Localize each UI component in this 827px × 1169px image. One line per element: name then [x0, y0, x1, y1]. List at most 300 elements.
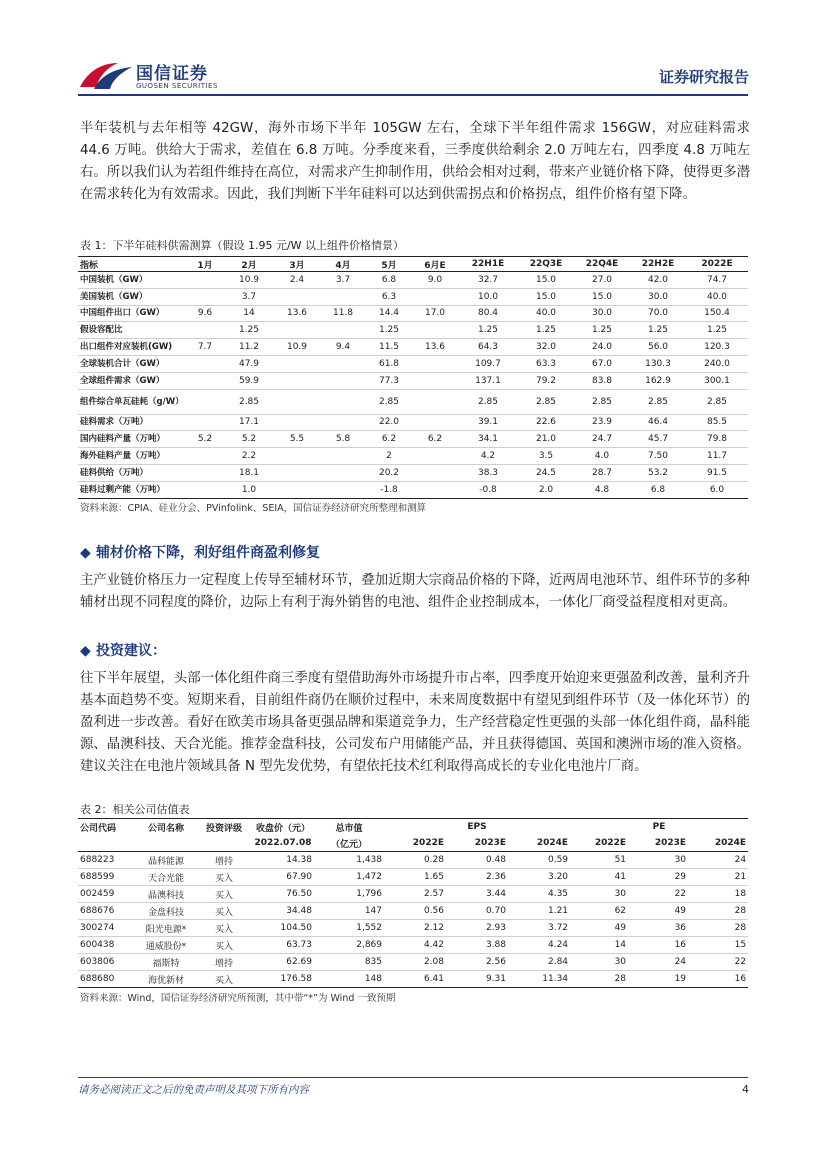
table2-header-row-top	[78, 819, 748, 836]
eps-2022e: 6.41	[384, 971, 446, 988]
table-cell	[412, 414, 458, 431]
table-row	[78, 414, 748, 431]
report-type-label: 证券研究报告	[658, 68, 749, 86]
pe-2023e: 19	[628, 971, 688, 988]
section-heading-text: 投资建议：	[96, 643, 166, 659]
table-cell	[320, 481, 366, 498]
rating: 增持	[196, 954, 252, 971]
table-cell	[412, 464, 458, 481]
table-cell: 11.8	[320, 305, 366, 322]
page-header	[0, 0, 827, 100]
eps-2023e: 2.56	[446, 954, 508, 971]
eps-2022e: 0.56	[384, 903, 446, 920]
pe-2023e: 22	[628, 886, 688, 903]
table-cell: 6.2	[366, 431, 412, 448]
table-cell: 4.0	[574, 448, 630, 465]
table-cell: 11.7	[686, 448, 748, 465]
eps-2022e: 4.42	[384, 937, 446, 954]
row-label: 硅料供给（万吨）	[78, 464, 186, 481]
table-cell	[412, 481, 458, 498]
table-cell: 2.4	[274, 272, 320, 289]
table-cell: 4.2	[458, 448, 518, 465]
table-cell: 34.1	[458, 431, 518, 448]
eps-2022e: 0.28	[384, 852, 446, 869]
table-cell	[186, 481, 224, 498]
row-label: 假设容配比	[78, 322, 186, 339]
col-rating-header: 投资评级	[196, 819, 252, 836]
table2-caption: 表 2：相关公司估值表	[80, 803, 190, 816]
table-cell: 4.8	[574, 481, 630, 498]
table-cell: 18.1	[224, 464, 274, 481]
market-cap: 147	[314, 903, 384, 920]
table-row	[78, 954, 748, 971]
table-cell: 6.0	[686, 481, 748, 498]
table-row	[78, 481, 748, 498]
row-label: 全球装机合计（GW）	[78, 355, 186, 372]
company-code: 603806	[78, 954, 136, 971]
pe-2022e: 30	[570, 886, 628, 903]
table-cell: 300.1	[686, 372, 748, 389]
investment-paragraph: 往下半年展望，头部一体化组件商三季度有望借助海外市场提升市占率，四季度开始迎来更强盈利改善，量利齐升基本面趋势不变。短期来看，目前组件商仍在顺价过程中，未来周度数据中有望见到组件环节（及一体化环节）的盈利进一步改善。看好在欧美市场具备更强品牌和渠道竞争力，生产经营稳定性更强的头部一体化组件商，晶科能源、晶澳科技、天合光能。推荐金盘科技，公司发布户用储能产品，并且获得德国、英国和澳洲市场的准入资格。建议关注在电池片领域具备 N 型先发优势，有望依托技术红利取得高成长的专业化电池片厂商。	[80, 671, 750, 774]
table-cell: 42.0	[630, 272, 686, 289]
table-cell: 21.0	[518, 431, 574, 448]
table-cell: 120.3	[686, 339, 748, 356]
close-price: 62.69	[252, 954, 314, 971]
table-cell: 24.5	[518, 464, 574, 481]
table-cell	[274, 288, 320, 305]
col-code-header: 公司代码	[78, 819, 136, 836]
table-cell: 3.5	[518, 448, 574, 465]
table-cell	[274, 389, 320, 414]
table1-col-header: 2022E	[686, 257, 748, 272]
pe-2022e: 30	[570, 954, 628, 971]
table-cell	[186, 288, 224, 305]
table-cell: 2.85	[574, 389, 630, 414]
table1-col-header: 1月	[186, 257, 224, 272]
rating: 买入	[196, 971, 252, 988]
table-cell: -0.8	[458, 481, 518, 498]
table-cell	[186, 272, 224, 289]
close-price: 34.48	[252, 903, 314, 920]
company-name: 晶科能源	[136, 852, 196, 869]
pe-2024e: 18	[688, 886, 748, 903]
table-row	[78, 339, 748, 356]
table-cell: 80.4	[458, 305, 518, 322]
year-header: 2022E	[384, 835, 446, 852]
table-cell: 2.85	[224, 389, 274, 414]
eps-2024e: 11.34	[508, 971, 570, 988]
company-name: 福斯特	[136, 954, 196, 971]
market-cap: 1,552	[314, 920, 384, 937]
table-cell: 137.1	[458, 372, 518, 389]
eps-2024e: 4.35	[508, 886, 570, 903]
eps-2024e: 4.24	[508, 937, 570, 954]
table-row	[78, 886, 748, 903]
table-cell: -1.8	[366, 481, 412, 498]
table-cell: 2.85	[366, 389, 412, 414]
eps-2023e: 0.48	[446, 852, 508, 869]
table-cell: 109.7	[458, 355, 518, 372]
table-cell: 130.3	[630, 355, 686, 372]
table-cell	[320, 372, 366, 389]
table-cell	[186, 389, 224, 414]
close-price: 76.50	[252, 886, 314, 903]
pe-2024e: 22	[688, 954, 748, 971]
section-heading-materials	[80, 542, 320, 562]
table-cell: 10.9	[274, 339, 320, 356]
table1-col-header: 4月	[320, 257, 366, 272]
table-cell: 40.0	[686, 288, 748, 305]
table-cell: 32.0	[518, 339, 574, 356]
pe-2022e: 14	[570, 937, 628, 954]
table-cell: 1.25	[518, 322, 574, 339]
row-label: 中国组件出口（GW）	[78, 305, 186, 322]
price-date-header: 2022.07.08	[252, 835, 314, 852]
table-row	[78, 389, 748, 414]
logo-text-en: GUOSEN SECURITIES	[136, 82, 218, 90]
table-cell: 70.0	[630, 305, 686, 322]
table-cell: 32.7	[458, 272, 518, 289]
rating: 买入	[196, 937, 252, 954]
table-cell	[412, 448, 458, 465]
table-row	[78, 372, 748, 389]
table-cell: 1.25	[574, 322, 630, 339]
table-cell	[412, 322, 458, 339]
table-cell: 56.0	[630, 339, 686, 356]
rating: 增持	[196, 852, 252, 869]
table-cell	[320, 448, 366, 465]
company-name: 通威股份*	[136, 937, 196, 954]
market-cap: 1,472	[314, 869, 384, 886]
table1-col-header: 5月	[366, 257, 412, 272]
table-cell	[320, 322, 366, 339]
eps-2024e: 3.20	[508, 869, 570, 886]
table-cell: 46.4	[630, 414, 686, 431]
table-cell: 91.5	[686, 464, 748, 481]
table-cell	[320, 464, 366, 481]
company-name: 天合光能	[136, 869, 196, 886]
table-cell: 2.85	[686, 389, 748, 414]
silicon-supply-demand-table	[78, 256, 748, 499]
table-cell: 14.4	[366, 305, 412, 322]
company-logo	[78, 57, 238, 97]
table-cell	[186, 414, 224, 431]
table-cell: 7.7	[186, 339, 224, 356]
col-pe-header: PE	[570, 819, 748, 836]
table1-col-header: 22Q4E	[574, 257, 630, 272]
footer-divider	[78, 1077, 748, 1078]
table-cell: 17.0	[412, 305, 458, 322]
table-cell	[320, 355, 366, 372]
table-cell: 30.0	[574, 305, 630, 322]
table-cell: 162.9	[630, 372, 686, 389]
mktcap-unit-header: （亿元）	[314, 835, 384, 852]
table-cell: 9.6	[186, 305, 224, 322]
table-cell: 9.0	[412, 272, 458, 289]
pe-2023e: 36	[628, 920, 688, 937]
table-cell	[320, 389, 366, 414]
table-cell: 77.3	[366, 372, 412, 389]
table-cell: 6.8	[630, 481, 686, 498]
table1-col-header: 3月	[274, 257, 320, 272]
table-row	[78, 852, 748, 869]
pe-2024e: 21	[688, 869, 748, 886]
market-cap: 1,438	[314, 852, 384, 869]
logo-mark-icon	[78, 57, 134, 93]
eps-2022e: 2.08	[384, 954, 446, 971]
eps-2023e: 2.36	[446, 869, 508, 886]
eps-2023e: 0.70	[446, 903, 508, 920]
section-heading-text: 辅材价格下降，利好组件商盈利修复	[96, 545, 320, 561]
table2-source: 资料来源：Wind，国信证券经济研究所预测，其中带“*”为 Wind 一致预期	[80, 993, 396, 1004]
company-code: 688599	[78, 869, 136, 886]
table1-col-header: 22H2E	[630, 257, 686, 272]
table-cell: 85.5	[686, 414, 748, 431]
close-price: 104.50	[252, 920, 314, 937]
table-row	[78, 448, 748, 465]
page-number: 4	[742, 1083, 749, 1096]
table-cell: 5.8	[320, 431, 366, 448]
col-eps-header: EPS	[384, 819, 570, 836]
table2-header-row-sub	[78, 835, 748, 852]
table-row	[78, 272, 748, 289]
table-cell: 2.2	[224, 448, 274, 465]
table-cell: 10.9	[224, 272, 274, 289]
table1-header-row	[78, 257, 748, 272]
table-cell	[274, 481, 320, 498]
header-divider	[78, 94, 748, 96]
pe-2023e: 24	[628, 954, 688, 971]
pe-2022e: 51	[570, 852, 628, 869]
table-cell: 39.1	[458, 414, 518, 431]
logo-text-cn: 国信证券	[136, 64, 208, 84]
pe-2022e: 28	[570, 971, 628, 988]
company-name: 金盘科技	[136, 903, 196, 920]
company-code: 688676	[78, 903, 136, 920]
pe-2023e: 30	[628, 852, 688, 869]
pe-2023e: 29	[628, 869, 688, 886]
table-cell	[412, 389, 458, 414]
table-cell: 2.85	[518, 389, 574, 414]
eps-2022e: 2.12	[384, 920, 446, 937]
table-cell	[274, 448, 320, 465]
table-row	[78, 288, 748, 305]
table-cell: 15.0	[574, 288, 630, 305]
table-cell: 23.9	[574, 414, 630, 431]
close-price: 67.90	[252, 869, 314, 886]
rating: 买入	[196, 886, 252, 903]
row-label: 出口组件对应装机(GW)	[78, 339, 186, 356]
market-cap: 1,796	[314, 886, 384, 903]
pe-2024e: 28	[688, 903, 748, 920]
diamond-bullet-icon: ◆	[80, 643, 91, 659]
table-cell	[320, 288, 366, 305]
intro-paragraph: 半年装机与去年相等 42GW，海外市场下半年 105GW 左右，全球下半年组件需求 156GW，对应硅料需求 44.6 万吨。供给大于需求，差值在 6.8 万吨。分季度来看，三季度供给剩余 2.0 万吨左右，四季度 4.8 万吨左右。所以我们认为若组件维持在高位，对需求产生抑制作用，供给会相对过剩，带来产业链价格下降，使得更多潜在需求转化为有效需求。因此，我们判断下半年硅料可以达到供需拐点和价格拐点，组件价格有望下降。	[80, 121, 750, 202]
table-cell: 1.0	[224, 481, 274, 498]
row-label: 硅料过剩产能（万吨）	[78, 481, 186, 498]
row-label: 硅料需求（万吨）	[78, 414, 186, 431]
company-code: 688680	[78, 971, 136, 988]
footer-disclaimer: 请务必阅读正文之后的免责声明及其项下所有内容	[78, 1084, 309, 1096]
table1-col-header: 22Q3E	[518, 257, 574, 272]
section-heading-investment	[80, 640, 166, 660]
table-cell: 11.5	[366, 339, 412, 356]
table-cell	[412, 355, 458, 372]
table-cell	[186, 448, 224, 465]
table-cell	[274, 464, 320, 481]
diamond-bullet-icon: ◆	[80, 545, 91, 561]
pe-2023e: 16	[628, 937, 688, 954]
eps-2022e: 1.65	[384, 869, 446, 886]
table-cell: 2.0	[518, 481, 574, 498]
pe-2022e: 62	[570, 903, 628, 920]
table-row	[78, 937, 748, 954]
market-cap: 835	[314, 954, 384, 971]
eps-2024e: 2.84	[508, 954, 570, 971]
table-cell: 2.85	[630, 389, 686, 414]
table-cell	[186, 464, 224, 481]
table-cell: 63.3	[518, 355, 574, 372]
company-code: 688223	[78, 852, 136, 869]
col-mktcap-header: 总市值	[314, 819, 384, 836]
table-cell: 13.6	[274, 305, 320, 322]
table-cell	[186, 355, 224, 372]
table-cell: 9.4	[320, 339, 366, 356]
table-cell: 1.25	[458, 322, 518, 339]
table-cell: 47.9	[224, 355, 274, 372]
table-cell: 3.7	[320, 272, 366, 289]
company-name: 海优新材	[136, 971, 196, 988]
table-cell: 38.3	[458, 464, 518, 481]
table-row	[78, 305, 748, 322]
year-header: 2023E	[446, 835, 508, 852]
table-cell	[274, 322, 320, 339]
table-cell: 83.8	[574, 372, 630, 389]
market-cap: 2,869	[314, 937, 384, 954]
table-cell: 6.3	[366, 288, 412, 305]
table-cell: 6.8	[366, 272, 412, 289]
table-cell: 61.8	[366, 355, 412, 372]
table-cell	[412, 372, 458, 389]
table-cell	[186, 372, 224, 389]
materials-paragraph: 主产业链价格压力一定程度上传导至辅材环节，叠加近期大宗商品价格的下降，近两周电池环节、组件环节的多种辅材出现不同程度的降价，边际上有利于海外销售的电池、组件企业控制成本，一体化厂商受益程度相对更高。	[80, 573, 750, 610]
table-row	[78, 431, 748, 448]
close-price: 63.73	[252, 937, 314, 954]
table-row	[78, 869, 748, 886]
row-label: 国内硅料产量（万吨）	[78, 431, 186, 448]
table-cell: 28.7	[574, 464, 630, 481]
table-cell: 59.9	[224, 372, 274, 389]
eps-2024e: 0.59	[508, 852, 570, 869]
table-cell	[186, 322, 224, 339]
table-row	[78, 971, 748, 988]
table-cell: 24.7	[574, 431, 630, 448]
table-row	[78, 920, 748, 937]
table1-col-header: 6月E	[412, 257, 458, 272]
table-cell	[274, 372, 320, 389]
table-cell: 14	[224, 305, 274, 322]
col-name-header: 公司名称	[136, 819, 196, 836]
row-label: 海外硅料产量（万吨）	[78, 448, 186, 465]
table-cell: 3.7	[224, 288, 274, 305]
table-cell: 11.2	[224, 339, 274, 356]
eps-2023e: 3.88	[446, 937, 508, 954]
table-cell: 17.1	[224, 414, 274, 431]
table-cell: 64.3	[458, 339, 518, 356]
col-price-header: 收盘价（元）	[252, 819, 314, 836]
table-cell: 22.6	[518, 414, 574, 431]
table1-col-header: 指标	[78, 257, 186, 272]
row-label: 中国装机（GW）	[78, 272, 186, 289]
table-cell: 24.0	[574, 339, 630, 356]
year-header: 2024E	[508, 835, 570, 852]
pe-2024e: 16	[688, 971, 748, 988]
table-cell: 240.0	[686, 355, 748, 372]
company-name: 阳光电源*	[136, 920, 196, 937]
year-header: 2024E	[688, 835, 748, 852]
table-cell	[274, 355, 320, 372]
table-cell: 45.7	[630, 431, 686, 448]
table-cell: 40.0	[518, 305, 574, 322]
table-cell: 1.25	[686, 322, 748, 339]
table-cell: 1.25	[366, 322, 412, 339]
market-cap: 148	[314, 971, 384, 988]
table-cell: 27.0	[574, 272, 630, 289]
table-cell	[412, 288, 458, 305]
table1-source: 资料来源：CPIA、硅业分会、PVinfolink、SEIA，国信证券经济研究所整理和测算	[80, 503, 427, 514]
table-cell: 74.7	[686, 272, 748, 289]
table-cell: 53.2	[630, 464, 686, 481]
table-cell: 13.6	[412, 339, 458, 356]
rating: 买入	[196, 869, 252, 886]
table-cell: 15.0	[518, 272, 574, 289]
rating: 买入	[196, 920, 252, 937]
pe-2024e: 24	[688, 852, 748, 869]
company-code: 002459	[78, 886, 136, 903]
eps-2024e: 3.72	[508, 920, 570, 937]
year-header: 2023E	[628, 835, 688, 852]
table-cell: 150.4	[686, 305, 748, 322]
rating: 买入	[196, 903, 252, 920]
table-cell	[274, 414, 320, 431]
table-cell: 30.0	[630, 288, 686, 305]
pe-2022e: 41	[570, 869, 628, 886]
table-cell: 20.2	[366, 464, 412, 481]
pe-2023e: 49	[628, 903, 688, 920]
table-cell: 22.0	[366, 414, 412, 431]
table-cell: 2	[366, 448, 412, 465]
table-cell: 5.5	[274, 431, 320, 448]
table-cell: 1.25	[224, 322, 274, 339]
pe-2024e: 15	[688, 937, 748, 954]
eps-2023e: 3.44	[446, 886, 508, 903]
table-row	[78, 322, 748, 339]
close-price: 14.38	[252, 852, 314, 869]
company-name: 晶澳科技	[136, 886, 196, 903]
table-cell: 2.85	[458, 389, 518, 414]
table-cell: 15.0	[518, 288, 574, 305]
table-cell: 7.50	[630, 448, 686, 465]
pe-2024e: 28	[688, 920, 748, 937]
table-cell: 79.2	[518, 372, 574, 389]
eps-2023e: 2.93	[446, 920, 508, 937]
table-cell	[320, 414, 366, 431]
table-cell: 79.8	[686, 431, 748, 448]
company-code: 600438	[78, 937, 136, 954]
table-cell: 5.2	[186, 431, 224, 448]
pe-2022e: 49	[570, 920, 628, 937]
eps-2022e: 2.57	[384, 886, 446, 903]
